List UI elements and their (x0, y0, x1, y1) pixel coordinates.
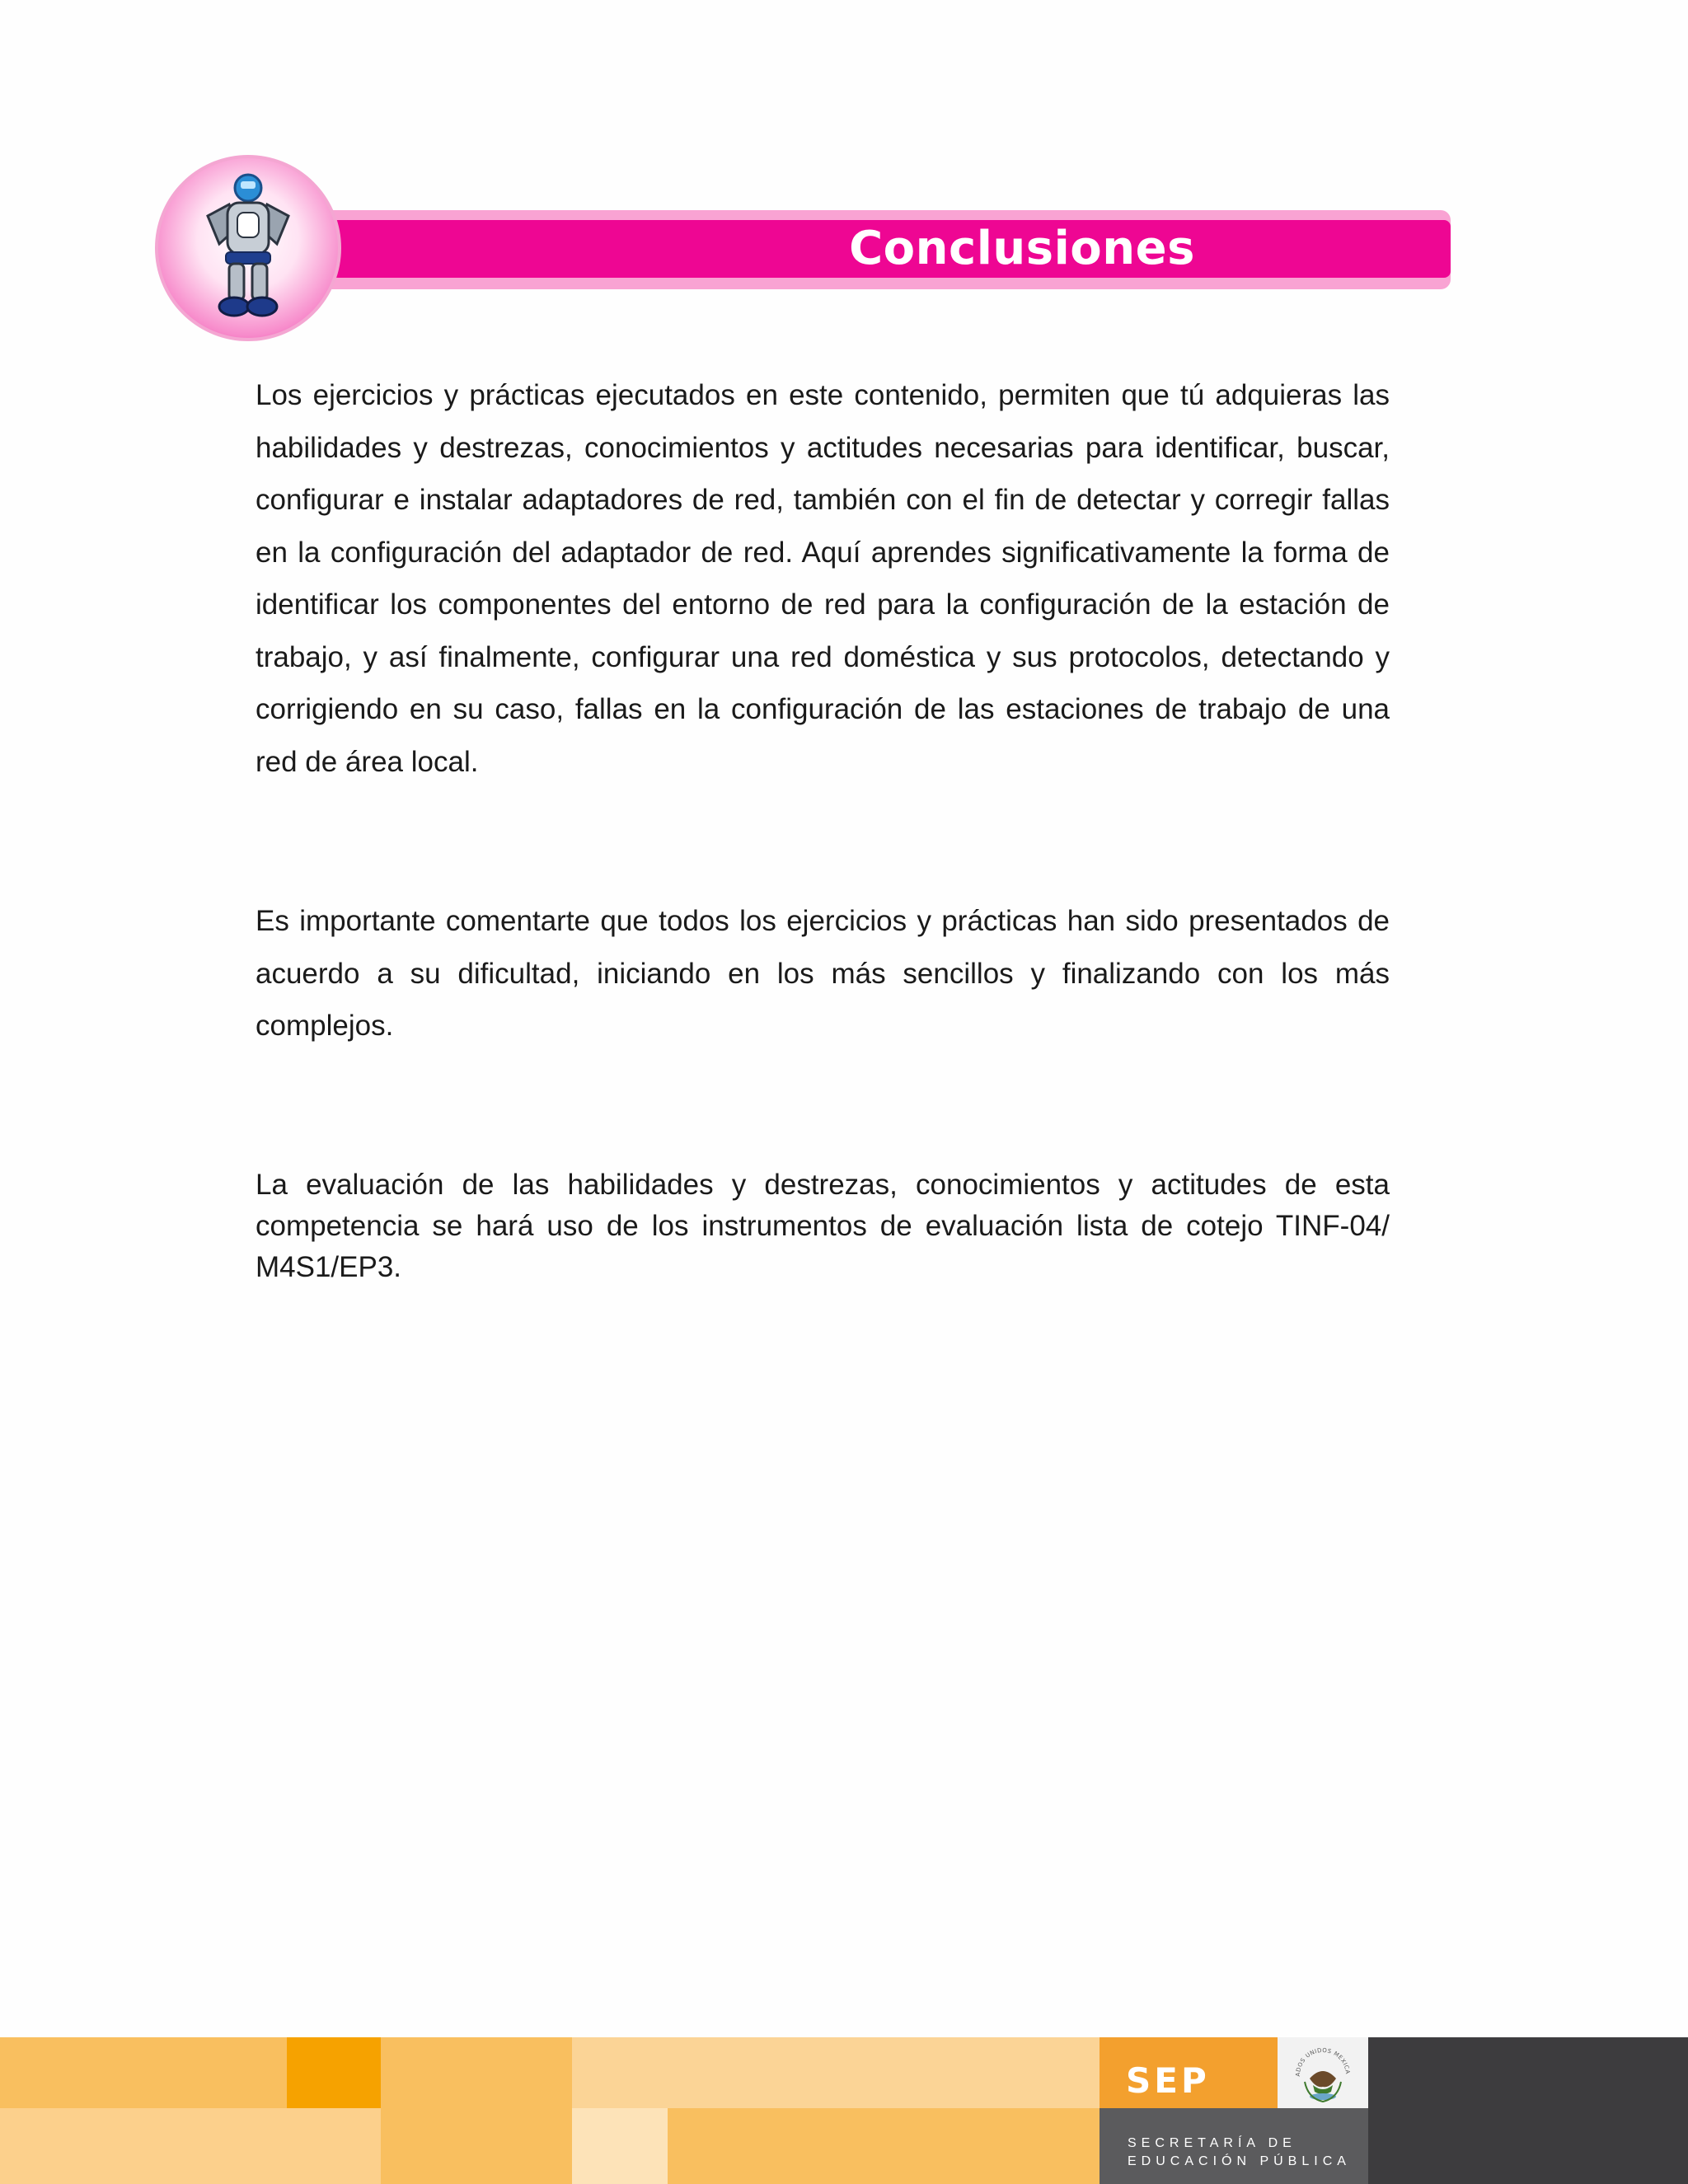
conclusion-paragraph-2: Es importante comentarte que todos los ejercicios y prácticas han sido presentados de acuerdo a su dificultad, iniciando en los más sencillos y finalizando con los más complejos. (256, 905, 1390, 1042)
footer-block (0, 2108, 381, 2184)
page-title: Conclusiones (849, 222, 1195, 275)
title-banner (313, 210, 1451, 289)
svg-text:ESTADOS UNIDOS MEXICANOS (1288, 2039, 1351, 2077)
title-banner-bar (313, 220, 1451, 278)
footer-block (381, 2108, 572, 2184)
conclusion-paragraph-1: Los ejercicios y prácticas ejecutados en este contenido, permiten que tú adquieras las habilidades y destrezas, conocimientos y actitudes necesarias para identificar, buscar, configurar e instalar adaptadores de red, también con el fin de detectar y corregir fallas en la configuración del adaptador de red. Aquí aprendes significativamente la forma de identificar los componentes del entorno de red para la configuración de la estación de trabajo, y así finalmente, configurar una red doméstica y sus protocolos, detectando y corrigiendo en su caso, fallas en la configuración de las estaciones de trabajo de una red de área local. (256, 379, 1390, 778)
sep-caption-line-1: SECRETARÍA DE (1128, 2136, 1296, 2150)
sep-logo: SEP (1126, 2060, 1210, 2101)
sep-caption (1128, 2135, 1351, 2171)
page-footer (0, 2037, 1688, 2184)
coat-of-arms-icon (1288, 2039, 1357, 2108)
footer-block (572, 2037, 1100, 2108)
footer-block (287, 2037, 381, 2108)
robot-mascot-badge (155, 155, 341, 341)
sep-caption-line-2: EDUCACIÓN PÚBLICA (1128, 2154, 1351, 2168)
conclusion-paragraph-3: La evaluación de las habilidades y destrezas, conocimientos y actitudes de esta competencia se hará uso de los instrumentos de evaluación lista de cotejo TINF-04/ M4S1/EP3. (256, 1169, 1390, 1283)
footer-dark-block (1368, 2037, 1688, 2184)
robot-mascot-icon (158, 158, 338, 338)
footer-block (381, 2037, 572, 2108)
footer-block (668, 2108, 1100, 2184)
coat-of-arms-seal (1288, 2039, 1357, 2108)
footer-block (572, 2108, 668, 2184)
seal-text: ADOS UNIDOS MEXICA (1294, 2046, 1352, 2077)
footer-block (0, 2037, 287, 2108)
